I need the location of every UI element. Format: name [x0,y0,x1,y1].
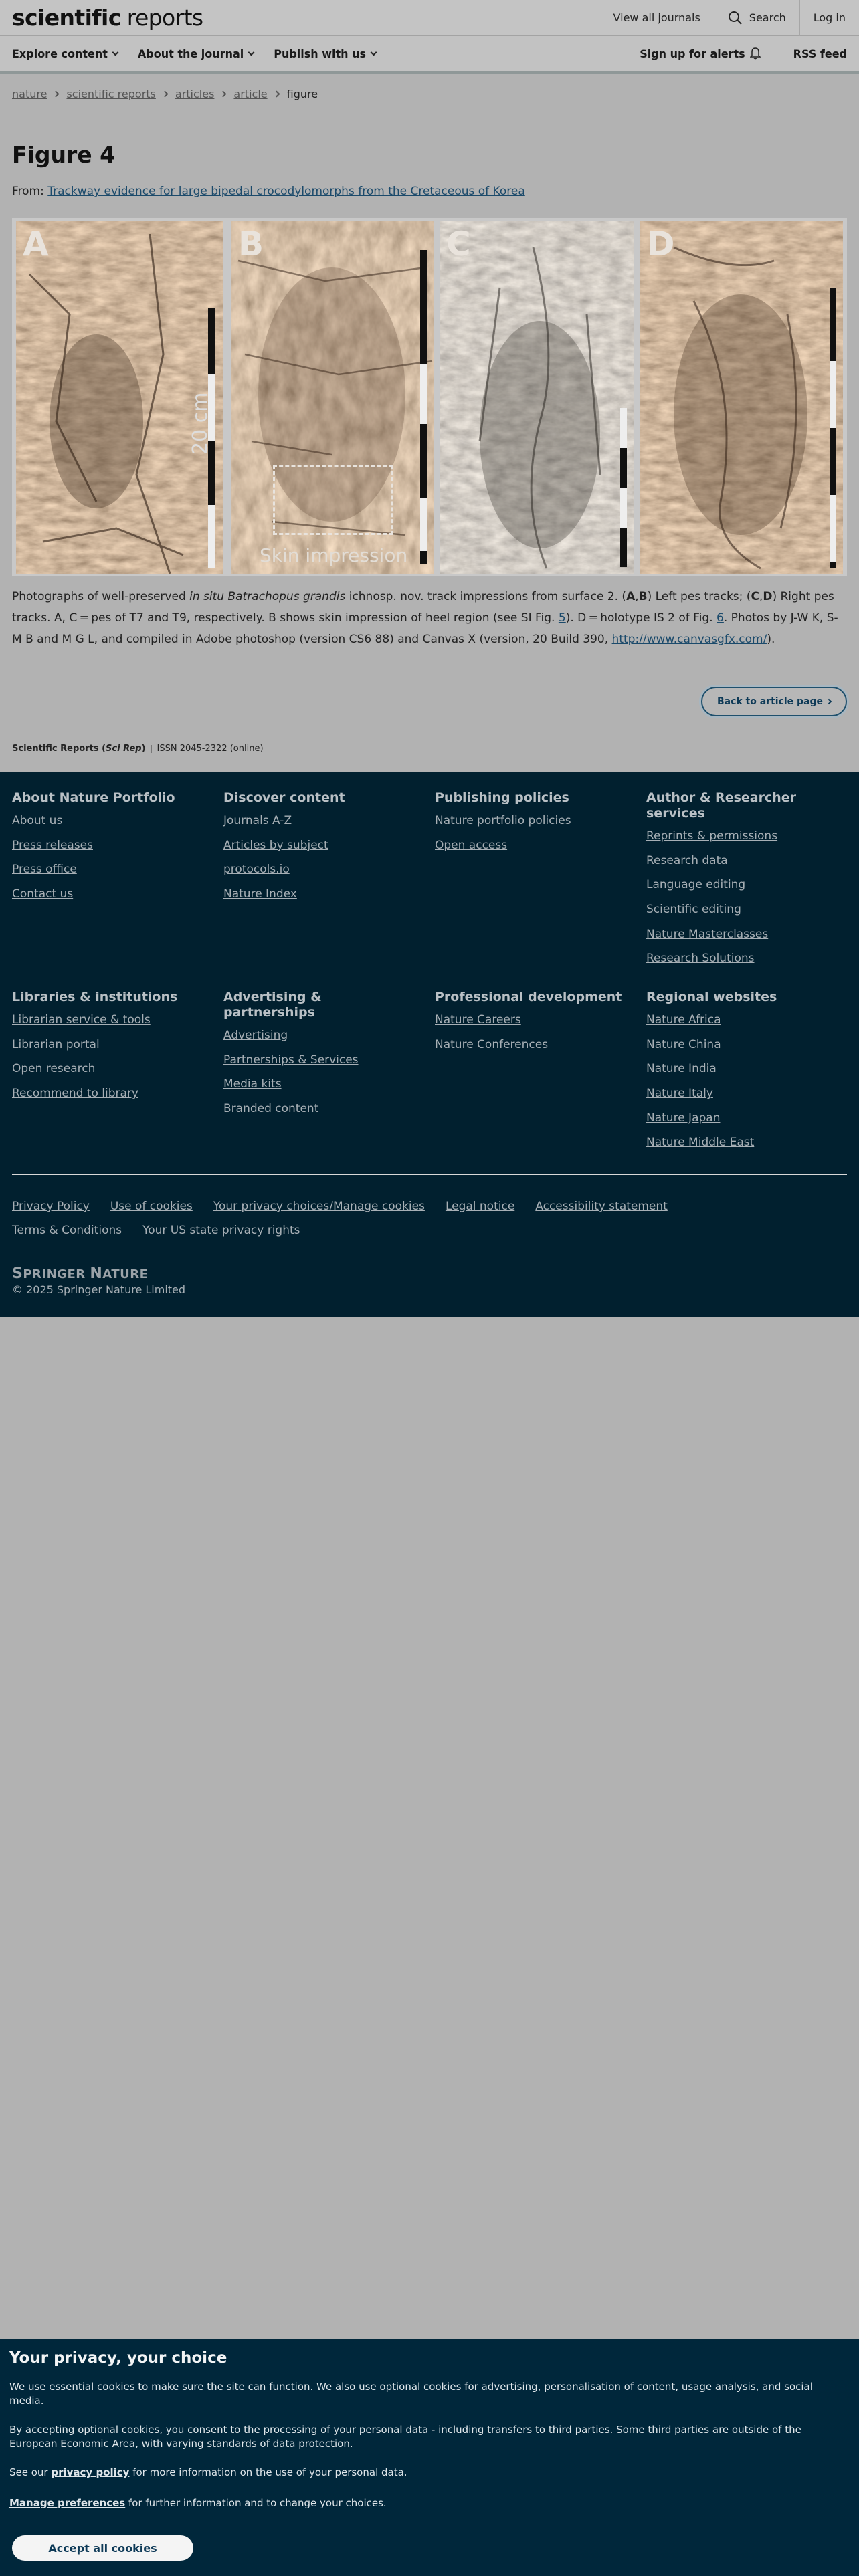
footer-heading: Libraries & institutions [12,990,178,1004]
footer-heading: About Nature Portfolio [12,790,175,805]
figure-panel-b [231,221,434,574]
nav-explore-label: Explore content [12,47,108,60]
cookie-text-2: By accepting optional cookies, you consent to the processing of your personal data - including transfers to third parties. Some third parties are outside of the European Economic Area, with varying standards of data protection. [9,2424,801,2450]
site-footer [0,772,859,1317]
bell-icon [750,47,761,60]
skin-impression-box [273,465,393,535]
footer-link[interactable]: Reprints & permissions [646,829,778,843]
footer-link[interactable]: Press releases [12,838,93,852]
chevron-down-icon [248,49,255,56]
caption-bold: B [638,590,648,603]
footer-link[interactable]: Open research [12,1062,96,1076]
footer-link[interactable]: Language editing [646,878,746,892]
chevron-right-icon [220,91,227,98]
cookie-text: for further information and to change your choices. [125,2497,387,2509]
footer-heading: Discover content [223,790,345,805]
copyright: © 2025 Springer Nature Limited [12,1283,186,1296]
caption-text: ) Right pes tracks. A, C = pes of T7 and T9, respectively. B shows skin impression of heel region (see SI Fig. [12,590,834,625]
footer-link[interactable]: Nature Careers [435,1013,521,1027]
top-bar [0,0,859,36]
use-of-cookies-link[interactable]: Use of cookies [110,1200,193,1213]
footer-link[interactable]: Nature Italy [646,1087,713,1101]
breadcrumb-articles[interactable]: articles [175,88,215,100]
figure-panel-c [440,221,634,574]
footer-link[interactable]: Advertising [223,1029,288,1042]
caption-text: . Photos by J-W K, S-M B and M G L, and compiled in Adobe photoshop (version CS6 88) and Canvas X (version, 20 Build 390, [12,611,838,646]
footer-col-regional [646,990,840,1160]
chevron-down-icon [112,49,118,56]
nav-about-label: About the journal [137,47,244,60]
springer-nature-logo[interactable] [12,1265,148,1282]
cookie-text-4 [9,2496,847,2510]
rss-feed-link[interactable]: RSS feed [793,47,847,60]
footer-link[interactable]: Nature India [646,1062,717,1076]
footer-link[interactable]: Nature Africa [646,1013,721,1027]
cookie-title: Your privacy, your choice [9,2349,227,2367]
footer-link[interactable]: Media kits [223,1077,282,1091]
footer-link[interactable]: Nature Conferences [435,1037,549,1051]
panel-label-a: A [23,225,49,263]
manage-preferences-link[interactable]: Manage preferences [9,2497,126,2509]
from-label: From: [12,185,48,198]
footer-link[interactable]: Nature Index [223,887,297,901]
footer-heading: Advertising & partnerships [223,990,322,1020]
page-title: Figure 4 [12,142,116,168]
breadcrumb-scientific-reports[interactable]: scientific reports [66,88,156,100]
scale-bar [420,250,427,564]
footer-link[interactable]: Scientific editing [646,903,741,917]
panel-label-d: D [647,225,675,263]
footer-heading: Publishing policies [435,790,569,805]
footer-heading: Professional development [435,990,622,1004]
figure-panel-d [640,221,843,574]
journal-info [12,744,264,754]
footer-link[interactable]: Open access [435,838,508,852]
footer-col-author-services [646,790,840,976]
chevron-down-icon [371,49,377,56]
footer-link[interactable]: About us [12,814,63,827]
footer-col-libraries [12,990,206,1111]
footer-link[interactable]: Partnerships & Services [223,1053,359,1067]
article-link[interactable]: Trackway evidence for large bipedal crocodylomorphs from the Cretaceous of Korea [47,185,525,198]
accessibility-statement-link[interactable]: Accessibility statement [535,1200,668,1213]
figure-image [12,218,847,576]
privacy-choices-link[interactable]: Your privacy choices/Manage cookies [213,1200,425,1213]
figure-panel-a [16,221,223,574]
caption-bold: A [626,590,636,603]
footer-link[interactable]: Nature Masterclasses [646,927,769,941]
footer-link[interactable]: Research data [646,853,728,867]
journal-name: Scientific Reports [12,744,99,754]
footer-divider [12,1174,847,1175]
caption-text: , [635,590,639,603]
legal-notice-link[interactable]: Legal notice [445,1200,515,1213]
footer-link[interactable]: protocols.io [223,863,290,877]
footer-link[interactable]: Recommend to library [12,1087,138,1101]
footer-link[interactable]: Librarian portal [12,1037,100,1051]
scale-label: 20 cm [189,392,212,455]
footer-heading: Author & Researcher services [646,790,797,821]
search-icon [728,11,743,25]
footer-legal-links-2 [12,1224,321,1237]
site-logo[interactable] [0,5,203,31]
logo-thin: reports [126,5,203,31]
back-button-label: Back to article page [717,696,824,707]
panel-label-b: B [238,225,264,263]
footer-link[interactable]: Nature portfolio policies [435,814,571,827]
footer-col-publishing [435,790,629,863]
nav-publish-with-us[interactable] [274,47,376,60]
chevron-right-icon [826,699,832,704]
accept-all-cookies-button[interactable]: Accept all cookies [12,2535,193,2561]
footer-link[interactable]: Contact us [12,887,74,901]
caption-text: , [759,590,763,603]
privacy-policy-link[interactable]: privacy policy [51,2466,130,2478]
terms-conditions-link[interactable]: Terms & Conditions [12,1224,122,1237]
footer-link[interactable]: Press office [12,863,77,877]
divider [151,745,152,753]
caption-text: Photographs of well-preserved [12,590,190,603]
canvasgfx-link[interactable]: http://www.canvasgfx.com/ [611,633,767,646]
chevron-right-icon [273,91,280,98]
cookie-text-1: We use essential cookies to make sure the site can function. We also use optional cookies for advertising, personalisation of content, usage analysis, and social media. [9,2381,813,2407]
nav-explore-content[interactable] [12,47,118,60]
footer-heading: Regional websites [646,990,777,1004]
alerts-label: Sign up for alerts [640,47,745,60]
logo-bold: scientific [12,5,121,31]
caption-bold: D [763,590,773,603]
figure-caption [12,586,845,650]
footer-link[interactable]: Nature China [646,1037,721,1051]
cookie-text-3 [9,2466,847,2480]
scale-bar [830,288,836,568]
cookie-text: for more information on the use of your personal data. [129,2466,407,2478]
footer-link[interactable]: Journals A-Z [223,814,292,827]
footer-link[interactable]: Articles by subject [223,838,328,852]
view-all-journals-link[interactable]: View all journals [613,11,700,24]
from-article [12,185,525,198]
skin-impression-label: Skin impression [260,544,408,566]
search-button[interactable] [714,0,799,36]
logo-text: ATURE [102,1267,149,1281]
chevron-right-icon [161,91,168,98]
journal-abbr-close: ) [141,744,146,754]
caption-text: ) Left pes tracks; ( [647,590,751,603]
journal-abbr: Sci Rep [106,744,142,754]
cookie-text: See our [9,2466,52,2478]
logo-letter: S [12,1265,23,1282]
si-fig-5-link[interactable]: 5 [558,611,566,625]
chevron-right-icon [53,91,60,98]
footer-link[interactable]: Branded content [223,1102,319,1116]
caption-text: ichnosp. nov. track impressions from surface 2. ( [345,590,627,603]
footer-col-advertising [223,990,417,1127]
footer-link[interactable]: Librarian service & tools [12,1013,151,1027]
back-to-article-button[interactable] [701,687,847,716]
nav-about-journal[interactable] [138,47,254,60]
journal-abbr-open: ( [98,744,106,754]
scale-bar [620,408,627,567]
footer-col-about [12,790,206,912]
footer-col-discover [223,790,417,912]
breadcrumb-article[interactable]: article [233,88,268,100]
us-privacy-rights-link[interactable]: Your US state privacy rights [142,1224,300,1237]
panel-label-c: C [446,225,471,263]
logo-letter: N [90,1265,103,1282]
privacy-policy-link[interactable]: Privacy Policy [12,1200,90,1213]
breadcrumb-nature[interactable]: nature [12,88,47,100]
caption-bold: C [751,590,759,603]
caption-text: ). [767,633,775,646]
breadcrumb [12,88,318,100]
logo-text: PRINGER [23,1267,90,1281]
nav-publish-label: Publish with us [274,47,367,60]
journal-issn: ISSN 2045-2322 (online) [157,744,264,754]
footer-link[interactable]: Nature Japan [646,1111,721,1125]
footer-legal-links [12,1200,688,1213]
search-label: Search [749,11,786,24]
login-link[interactable]: Log in [799,0,859,36]
footer-col-professional [435,990,629,1062]
caption-italic: in situ Batrachopus grandis [189,590,346,603]
sign-up-alerts-link[interactable] [640,47,760,60]
footer-link[interactable]: Research Solutions [646,952,755,966]
breadcrumb-figure: figure [286,88,318,100]
main-nav [0,36,859,74]
footer-link[interactable]: Nature Middle East [646,1136,755,1150]
fig-6-link[interactable]: 6 [717,611,724,625]
caption-text: ). D = holotype IS 2 of Fig. [565,611,717,625]
